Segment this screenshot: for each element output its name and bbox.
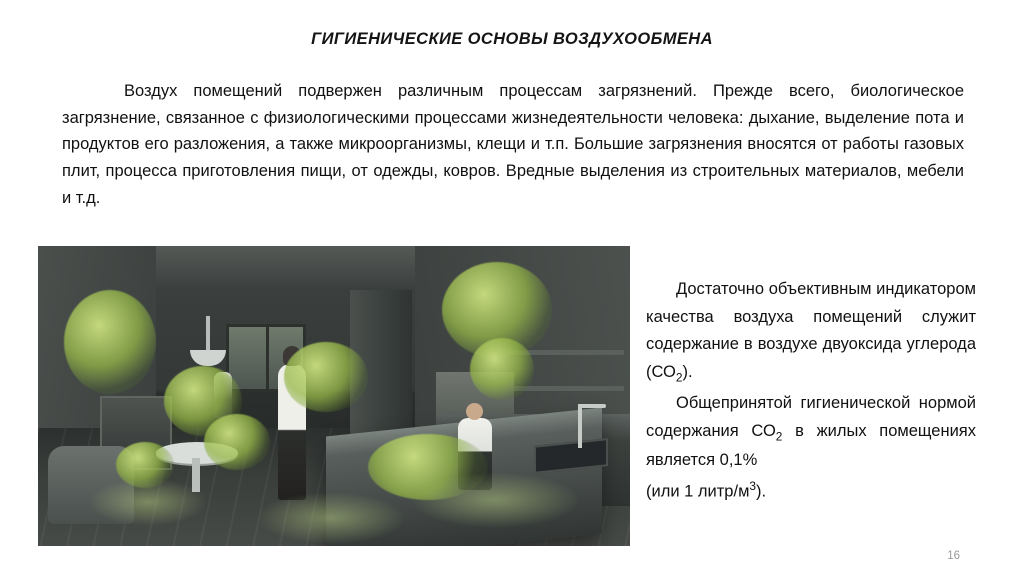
side-paragraph-1 — [646, 276, 976, 388]
pollution-cloud — [204, 414, 270, 470]
page-title: ГИГИЕНИЧЕСКИЕ ОСНОВЫ ВОЗДУХООБМЕНА — [311, 30, 713, 48]
side-p3-part2: ). — [756, 482, 767, 501]
page-number: 16 — [947, 550, 960, 562]
floor-glow — [88, 478, 208, 526]
co2-subscript: 2 — [775, 429, 783, 444]
co2-subscript: 2 — [675, 370, 683, 385]
side-paragraph-2 — [646, 390, 976, 475]
floor-glow — [410, 472, 580, 528]
floor-glow — [256, 492, 406, 544]
side-p2-part1: Общепринятой гигиенической нормой содержания СО — [646, 394, 976, 441]
side-p1-part1: Достаточно объективным индикатором качества воздуха помещений служит содержание в воздухе двуоксида углерода (СО — [646, 280, 976, 382]
side-text-block — [646, 276, 976, 506]
side-p2-part2: в жилых помещениях является 0,1% — [646, 422, 976, 470]
pollution-cloud — [284, 342, 368, 412]
side-paragraph-3 — [646, 477, 976, 506]
faucet — [578, 404, 582, 448]
pollution-cloud — [470, 338, 534, 400]
pendant-lamp-icon — [206, 316, 210, 352]
side-p3-part1: (или 1 литр/м — [646, 482, 750, 501]
intro-paragraph: Воздух помещений подвержен различным процессам загрязнений. Прежде всего, биологическое загрязнение, связанное с физиологическими процессами жизнедеятельности человека: дыхание, выделение пота и продуктов его разложения, а также микроорганизмы, клещи и т.п. Большие загрязнения вносятся от работы газовых плит, процесса приготовления пищи, от одежды, ковров. Вредные выделения из строительных материалов, мебели и т.д. — [62, 82, 964, 207]
kitchen-illustration — [38, 246, 630, 546]
pollution-cloud — [64, 290, 156, 394]
side-p1-part2: ). — [682, 363, 693, 382]
cubic-meter-superscript: 3 — [749, 479, 757, 494]
